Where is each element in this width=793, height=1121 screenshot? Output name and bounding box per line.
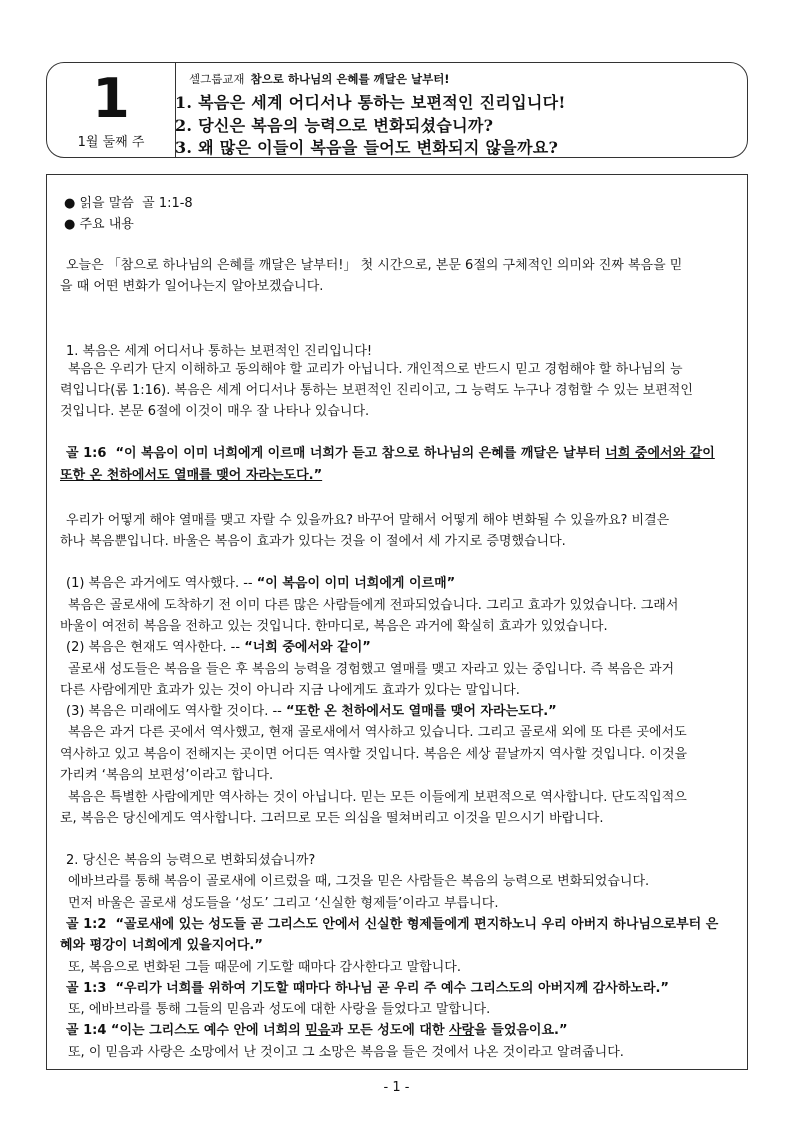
content-label: 주요 내용: [79, 217, 134, 232]
verse-1-6: [66, 446, 715, 462]
body-line: 먼저 바울은 골로새 성도들을 ‘성도’ 그리고 ‘신실한 형제들’이라고 부릅니다.: [68, 896, 499, 911]
lesson-number-box: [47, 63, 176, 157]
verse-faith: 믿음: [305, 1023, 331, 1038]
point-3-quote: “또한 온 천하에서도 열매를 맺어 자라는도다.”: [286, 704, 557, 719]
page-number: - 1 -: [383, 1080, 410, 1095]
section-2-title: 2. 당신은 복음의 능력으로 변화되셨습니까?: [66, 853, 316, 868]
body-line: 복음은 골로새에 도착하기 전 이미 다른 많은 사람들에게 전파되었습니다. 그리고 효과가 있었습니다. 그래서: [68, 598, 679, 613]
intro-line: 을 때 어떤 변화가 일어나는지 알아보겠습니다.: [60, 279, 324, 294]
verse-1-6-cont: 또한 온 천하에서도 열매를 맺어 자라는도다.”: [60, 468, 323, 483]
lesson-week: 1월 둘째 주: [77, 135, 145, 150]
bullet-icon: ●: [64, 196, 76, 211]
verse-love: 사랑: [449, 1023, 475, 1038]
body-line: 또, 이 믿음과 사랑은 소망에서 난 것이고 그 소망은 복음을 들은 것에서 나온 것이라고 알려줍니다.: [68, 1045, 624, 1060]
verse-text: “우리가 너희를 위하여 기도할 때마다 하나님 곧 우리 주 예수 그리스도의 아버지께 감사하노라.”: [115, 981, 669, 996]
bullet-icon: ●: [64, 217, 76, 232]
headline-2: 2. 당신은 복음의 능력으로 변화되셨습니까?: [175, 116, 494, 135]
lesson-number: 1: [92, 67, 130, 130]
body-line: 복음은 우리가 단지 이해하고 동의해야 할 교리가 아닙니다. 개인적으로 반드시 믿고 경험해야 할 하나님의 능: [68, 362, 683, 377]
body-line: 역사하고 있고 복음이 전해지는 곳이면 어디든 역사할 것입니다. 복음은 세상 끝날까지 역사할 것입니다. 이것을: [60, 747, 688, 762]
body-line: 것입니다. 본문 6절에 이것이 매우 잘 나타나 있습니다.: [60, 404, 370, 419]
body-line: 에바브라를 통해 복음이 골로새에 이르렀을 때, 그것을 믿은 사람들은 복음의 능력으로 변화되었습니다.: [68, 874, 650, 889]
body-line: 골로새 성도들은 복음을 들은 후 복음의 능력을 경험했고 열매를 맺고 자라고 있는 중입니다. 즉 복음은 과거: [68, 662, 675, 677]
intro-line: 오늘은 「참으로 하나님의 은혜를 깨달은 날부터!」 첫 시간으로, 본문 6절의 구체적인 의미와 진짜 복음을 믿: [66, 258, 683, 273]
point-1-quote: “이 복음이 이미 너희에게 이르매”: [256, 576, 456, 591]
section-1-title: 1. 복음은 세계 어디서나 통하는 보편적인 진리입니다!: [66, 344, 373, 359]
verse-1-4: 골 1:4 “이는 그리스도 예수 안에 너희의 믿음과 모든 성도에 대한 사랑을 들었음이요.”: [66, 1023, 568, 1038]
body-line: 복음은 과거 다른 곳에서 역사했고, 현재 골로새에서 역사하고 있습니다. 그리고 골로새 외에 또 다른 곳에서도: [68, 725, 687, 740]
point-2-quote: “너희 중에서와 같이”: [244, 640, 371, 655]
verse-ref: 골 1:4: [66, 1023, 107, 1038]
reading-label: 읽을 말씀: [79, 196, 134, 211]
verse-1-3: [66, 981, 669, 997]
body-line: 력입니다(롬 1:16). 복음은 세계 어디서나 통하는 보편적인 진리이고, 그 능력도 누구나 경험할 수 있는 보편적인: [60, 383, 693, 398]
body-line: 바울이 여전히 복음을 전하고 있는 것입니다. 한마디로, 복음은 과거에 확실히 효과가 있었습니다.: [60, 619, 608, 634]
body-line: 하나 복음뿐입니다. 바울은 복음이 효과가 있다는 것을 이 절에서 세 가지로 증명했습니다.: [60, 534, 566, 549]
reading-ref: 골 1:1-8: [142, 196, 193, 211]
body-line: 또, 복음으로 변화된 그들 때문에 기도할 때마다 감사한다고 말합니다.: [68, 960, 461, 975]
headline-1: 1. 복음은 세계 어디서나 통하는 보편적인 진리입니다!: [175, 93, 566, 112]
series-line: [189, 71, 450, 87]
body-line: 우리가 어떻게 해야 열매를 맺고 자랄 수 있을까요? 바꾸어 말해서 어떻게 해야 변화될 수 있을까요? 비결은: [66, 513, 670, 528]
series-prefix: 셀그룹교재: [189, 72, 245, 86]
body-line: 복음은 특별한 사람에게만 역사하는 것이 아닙니다. 믿는 모든 이들에게 보편적으로 역사합니다. 단도직입적으: [68, 790, 687, 805]
verse-1-2: [66, 917, 718, 933]
verse-ref: 골 1:6: [66, 446, 107, 461]
body-line: 로, 복음은 당신에게도 역사합니다. 그러므로 모든 의심을 떨쳐버리고 이것을 믿으시기 바랍니다.: [60, 811, 604, 826]
lesson-header: [46, 62, 748, 158]
verse-ref: 골 1:3: [66, 981, 107, 996]
point-3-title: (3) 복음은 미래에도 역사할 것이다. -- “또한 온 천하에서도 열매를 맺어 자라는도다.”: [66, 704, 557, 719]
verse-text: “골로새에 있는 성도들 곧 그리스도 안에서 신실한 형제들에게 편지하노니 우리 아버지 하나님으로부터 은: [115, 917, 719, 932]
body-line: 다른 사람에게만 효과가 있는 것이 아니라 지금 나에게도 효과가 있다는 말입니다.: [60, 683, 520, 698]
verse-text: “이 복음이 이미 너희에게 이르매 너희가 듣고 참으로 하나님의 은혜를 깨달은 날부터: [115, 446, 601, 461]
verse-ref: 골 1:2: [66, 917, 107, 932]
verse-1-2-cont: 혜와 평강이 너희에게 있을지어다.”: [60, 938, 263, 953]
point-2-title: (2) 복음은 현재도 역사한다. -- “너희 중에서와 같이”: [66, 640, 371, 655]
point-1-title: (1) 복음은 과거에도 역사했다. -- “이 복음이 이미 너희에게 이르매”: [66, 576, 456, 591]
series-title: 참으로 하나님의 은혜를 깨달은 날부터!: [250, 72, 450, 86]
body-line: 가리켜 ‘복음의 보편성’이라고 합니다.: [60, 768, 274, 783]
headline-3: 3. 왜 많은 이들이 복음을 들어도 변화되지 않을까요?: [175, 138, 559, 157]
content-label-line: [64, 217, 134, 233]
body-line: 또, 에바브라를 통해 그들의 믿음과 성도에 대한 사랑을 들었다고 말합니다.: [68, 1002, 491, 1017]
verse-underlined: 너희 중에서와 같이: [605, 446, 715, 461]
reading-line: [64, 196, 193, 212]
